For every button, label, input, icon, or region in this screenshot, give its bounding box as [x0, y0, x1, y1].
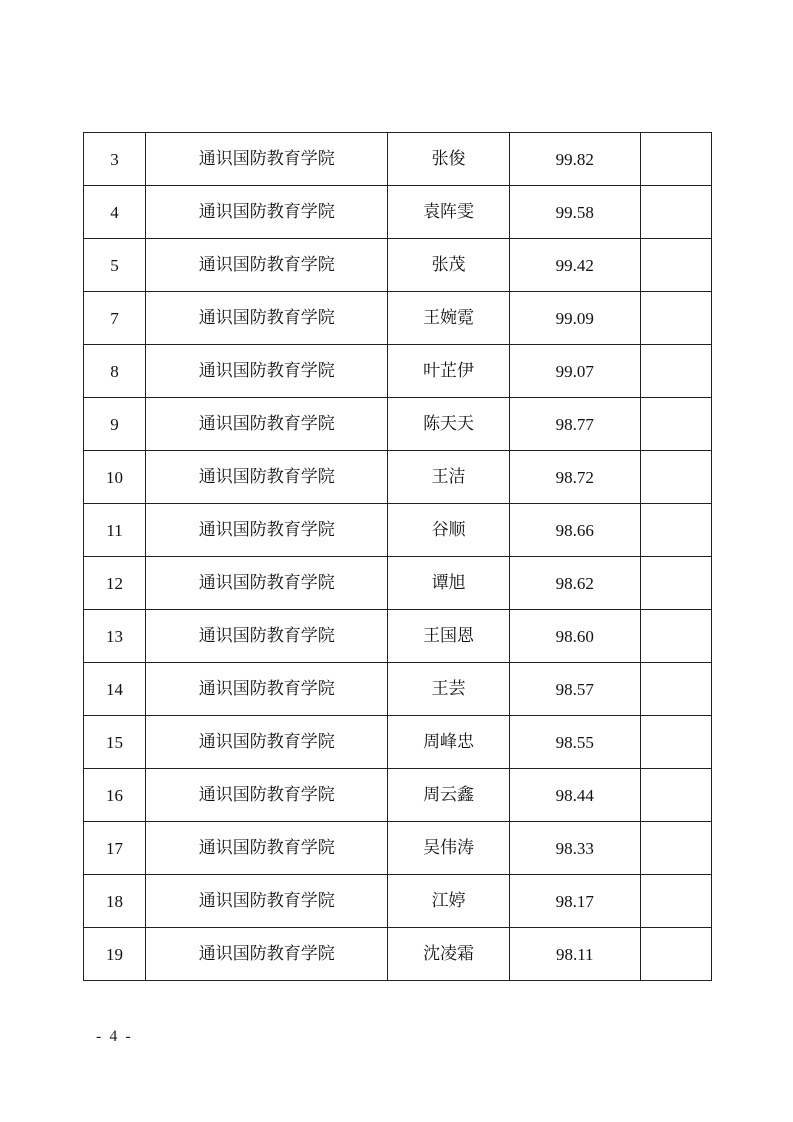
- table-row: [84, 875, 712, 928]
- remark-cell: [640, 928, 711, 981]
- student-name-cell: 谭旭: [388, 557, 509, 610]
- college-cell: 通识国防教育学院: [146, 928, 388, 981]
- remark-cell: [640, 398, 711, 451]
- college-cell: 通识国防教育学院: [146, 133, 388, 186]
- table-row: [84, 663, 712, 716]
- score-cell: 98.57: [509, 663, 640, 716]
- college-cell: 通识国防教育学院: [146, 451, 388, 504]
- table-row: [84, 610, 712, 663]
- student-name-cell: 周峰忠: [388, 716, 509, 769]
- student-name-cell: 吴伟涛: [388, 822, 509, 875]
- score-cell: 99.58: [509, 186, 640, 239]
- row-number-cell: 15: [84, 716, 146, 769]
- table-row: [84, 822, 712, 875]
- remark-cell: [640, 716, 711, 769]
- score-cell: 98.44: [509, 769, 640, 822]
- student-name-cell: 张俊: [388, 133, 509, 186]
- score-cell: 98.55: [509, 716, 640, 769]
- score-cell: 98.60: [509, 610, 640, 663]
- score-cell: 99.42: [509, 239, 640, 292]
- score-cell: 98.17: [509, 875, 640, 928]
- score-cell: 99.09: [509, 292, 640, 345]
- table-row: [84, 398, 712, 451]
- college-cell: 通识国防教育学院: [146, 292, 388, 345]
- college-cell: 通识国防教育学院: [146, 663, 388, 716]
- remark-cell: [640, 451, 711, 504]
- college-cell: 通识国防教育学院: [146, 239, 388, 292]
- college-cell: 通识国防教育学院: [146, 398, 388, 451]
- table-row: [84, 133, 712, 186]
- student-name-cell: 王国恩: [388, 610, 509, 663]
- student-name-cell: 陈天天: [388, 398, 509, 451]
- remark-cell: [640, 504, 711, 557]
- table-row: [84, 186, 712, 239]
- score-cell: 98.11: [509, 928, 640, 981]
- table-row: [84, 928, 712, 981]
- college-cell: 通识国防教育学院: [146, 610, 388, 663]
- remark-cell: [640, 769, 711, 822]
- college-cell: 通识国防教育学院: [146, 186, 388, 239]
- row-number-cell: 8: [84, 345, 146, 398]
- student-name-cell: 袁阵雯: [388, 186, 509, 239]
- row-number-cell: 12: [84, 557, 146, 610]
- row-number-cell: 3: [84, 133, 146, 186]
- remark-cell: [640, 345, 711, 398]
- student-name-cell: 谷顺: [388, 504, 509, 557]
- row-number-cell: 19: [84, 928, 146, 981]
- score-cell: 98.66: [509, 504, 640, 557]
- student-name-cell: 王婉霓: [388, 292, 509, 345]
- table-row: [84, 292, 712, 345]
- remark-cell: [640, 186, 711, 239]
- score-table-body: [84, 133, 712, 981]
- row-number-cell: 7: [84, 292, 146, 345]
- student-name-cell: 沈凌霜: [388, 928, 509, 981]
- college-cell: 通识国防教育学院: [146, 557, 388, 610]
- row-number-cell: 10: [84, 451, 146, 504]
- remark-cell: [640, 875, 711, 928]
- row-number-cell: 13: [84, 610, 146, 663]
- remark-cell: [640, 292, 711, 345]
- student-name-cell: 王芸: [388, 663, 509, 716]
- score-cell: 98.62: [509, 557, 640, 610]
- college-cell: 通识国防教育学院: [146, 504, 388, 557]
- score-table: [83, 132, 712, 981]
- table-row: [84, 345, 712, 398]
- student-name-cell: 江婷: [388, 875, 509, 928]
- table-row: [84, 504, 712, 557]
- row-number-cell: 9: [84, 398, 146, 451]
- page-number: - 4 -: [96, 1028, 133, 1045]
- remark-cell: [640, 822, 711, 875]
- score-cell: 99.82: [509, 133, 640, 186]
- remark-cell: [640, 610, 711, 663]
- row-number-cell: 14: [84, 663, 146, 716]
- remark-cell: [640, 239, 711, 292]
- row-number-cell: 16: [84, 769, 146, 822]
- remark-cell: [640, 557, 711, 610]
- row-number-cell: 17: [84, 822, 146, 875]
- remark-cell: [640, 663, 711, 716]
- student-name-cell: 叶芷伊: [388, 345, 509, 398]
- score-cell: 98.33: [509, 822, 640, 875]
- student-name-cell: 王洁: [388, 451, 509, 504]
- student-name-cell: 周云鑫: [388, 769, 509, 822]
- college-cell: 通识国防教育学院: [146, 769, 388, 822]
- table-row: [84, 769, 712, 822]
- college-cell: 通识国防教育学院: [146, 345, 388, 398]
- college-cell: 通识国防教育学院: [146, 875, 388, 928]
- row-number-cell: 18: [84, 875, 146, 928]
- student-name-cell: 张茂: [388, 239, 509, 292]
- row-number-cell: 5: [84, 239, 146, 292]
- row-number-cell: 4: [84, 186, 146, 239]
- table-row: [84, 557, 712, 610]
- score-cell: 99.07: [509, 345, 640, 398]
- college-cell: 通识国防教育学院: [146, 716, 388, 769]
- score-cell: 98.72: [509, 451, 640, 504]
- table-row: [84, 716, 712, 769]
- college-cell: 通识国防教育学院: [146, 822, 388, 875]
- remark-cell: [640, 133, 711, 186]
- row-number-cell: 11: [84, 504, 146, 557]
- score-cell: 98.77: [509, 398, 640, 451]
- table-row: [84, 239, 712, 292]
- table-row: [84, 451, 712, 504]
